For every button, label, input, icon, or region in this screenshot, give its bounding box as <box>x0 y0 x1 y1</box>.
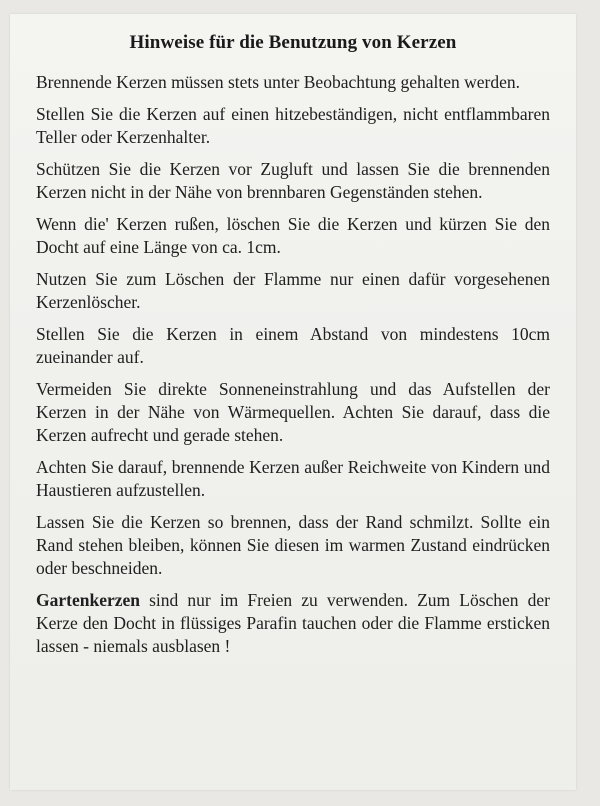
note-item: Wenn die' Kerzen rußen, löschen Sie die Kerzen und kürzen Sie den Docht auf eine Länge von ca. 1cm. <box>36 214 550 257</box>
note-item: Achten Sie darauf, brennende Kerzen außer Reichweite von Kindern und Haustieren aufzustellen. <box>36 457 550 500</box>
note-item: Brennende Kerzen müssen stets unter Beobachtung gehalten werden. <box>36 72 521 92</box>
note-item: Nutzen Sie zum Löschen der Flamme nur einen dafür vorgesehenen Kerzenlöscher. <box>36 269 550 312</box>
note-item: Vermeiden Sie direkte Sonneneinstrahlung und das Aufstellen der Kerzen in der Nähe von Wärmequellen. Achten Sie darauf, dass die Kerzen aufrecht und gerade stehen. <box>36 379 550 445</box>
note-item: Lassen Sie die Kerzen so brennen, dass der Rand schmilzt. Sollte ein Rand stehen bleiben, können Sie diesen im warmen Zustand eindrücken oder beschneiden. <box>36 512 550 578</box>
garden-note <box>36 589 550 658</box>
note-item: Stellen Sie die Kerzen auf einen hitzebeständigen, nicht entflammbaren Teller oder Kerzenhalter. <box>36 104 550 147</box>
note-item: Stellen Sie die Kerzen in einem Abstand von mindestens 10cm zueinander auf. <box>36 324 550 367</box>
garden-note-text: sind nur im Freien zu verwenden. Zum Löschen der Kerze den Docht in flüssiges Parafin tauchen oder die Flamme ersticken lassen - niemals ausblasen ! <box>36 590 550 656</box>
note-item: Schützen Sie die Kerzen vor Zugluft und lassen Sie die brennenden Kerzen nicht in der Nähe von brennbaren Gegenständen stehen. <box>36 159 550 202</box>
document-title: Hinweise für die Benutzung von Kerzen <box>129 32 457 53</box>
instruction-card <box>10 14 576 790</box>
garden-note-label: Gartenkerzen <box>36 590 140 610</box>
notes-list <box>36 71 550 667</box>
